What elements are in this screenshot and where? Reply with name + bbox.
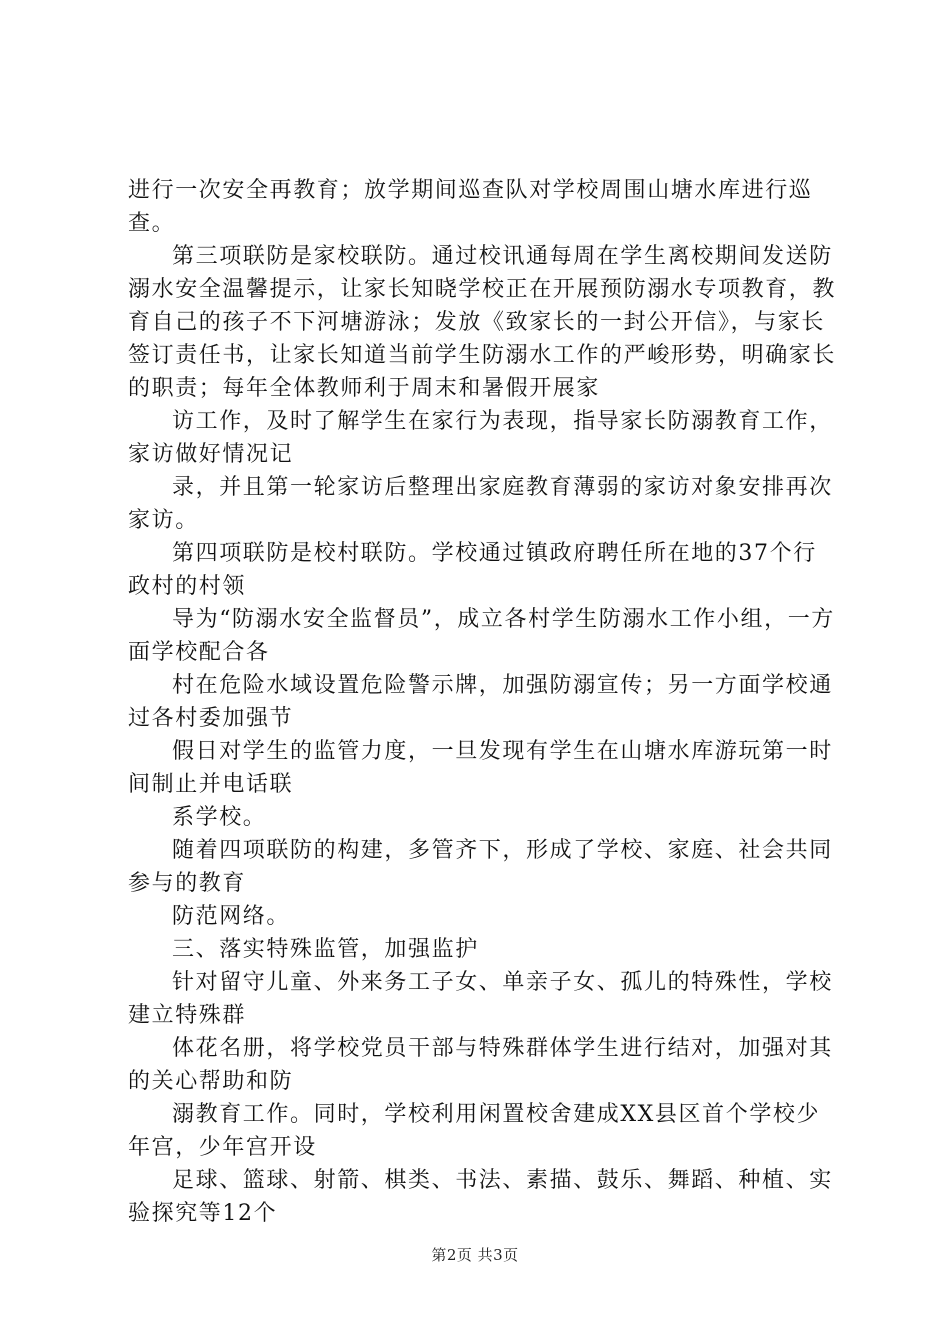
- paragraph: 假日对学生的监管力度，一旦发现有学生在山塘水库游玩第一时间制止并电话联: [128, 739, 833, 797]
- paragraph: 第四项联防是校村联防。学校通过镇政府聘任所在地的37个行政村的村领: [128, 541, 817, 599]
- paragraph: 进行一次安全再教育；放学期间巡查队对学校周围山塘水库进行巡查。: [128, 178, 813, 236]
- paragraph: 随着四项联防的构建，多管齐下，形成了学校、家庭、社会共同参与的教育: [128, 838, 833, 896]
- paragraph: 访工作，及时了解学生在家行为表现，指导家长防溺教育工作，家访做好情况记: [128, 409, 833, 467]
- paragraph: 第三项联防是家校联防。通过校讯通每周在学生离校期间发送防溺水安全温馨提示，让家长知晓学校正在开展预防溺水专项教育，教育自己的孩子不下河塘游泳；发放《致家长的一封公开信》，与家长签订责任书，让家长知道当前学生防溺水工作的严峻形势，明确家长的职责；每年全体教师利于周末和暑假开展家: [128, 244, 837, 401]
- page-number-label: 第2页 共3页: [431, 1246, 519, 1264]
- paragraph: 足球、篮球、射箭、棋类、书法、素描、鼓乐、舞蹈、种植、实验探究等12个: [128, 1168, 833, 1226]
- paragraph: 溺教育工作。同时，学校利用闲置校舍建成XX县区首个学校少年宫，少年宫开设: [128, 1102, 821, 1160]
- paragraph: 体花名册，将学校党员干部与特殊群体学生进行结对，加强对其的关心帮助和防: [128, 1036, 833, 1094]
- paragraph: 针对留守儿童、外来务工子女、单亲子女、孤儿的特殊性，学校建立特殊群: [128, 970, 833, 1028]
- section-heading: 三、落实特殊监管，加强监护: [172, 937, 479, 962]
- paragraph: 录，并且第一轮家访后整理出家庭教育薄弱的家访对象安排再次家访。: [128, 475, 833, 533]
- paragraph: 村在危险水域设置危险警示牌，加强防溺宣传；另一方面学校通过各村委加强节: [128, 673, 833, 731]
- document-body: [128, 174, 838, 1230]
- paragraph: 导为“防溺水安全监督员”，成立各村学生防溺水工作小组，一方面学校配合各: [128, 607, 835, 665]
- page-footer: [0, 1244, 950, 1265]
- paragraph: 防范网络。: [172, 904, 291, 929]
- paragraph: 系学校。: [172, 805, 267, 830]
